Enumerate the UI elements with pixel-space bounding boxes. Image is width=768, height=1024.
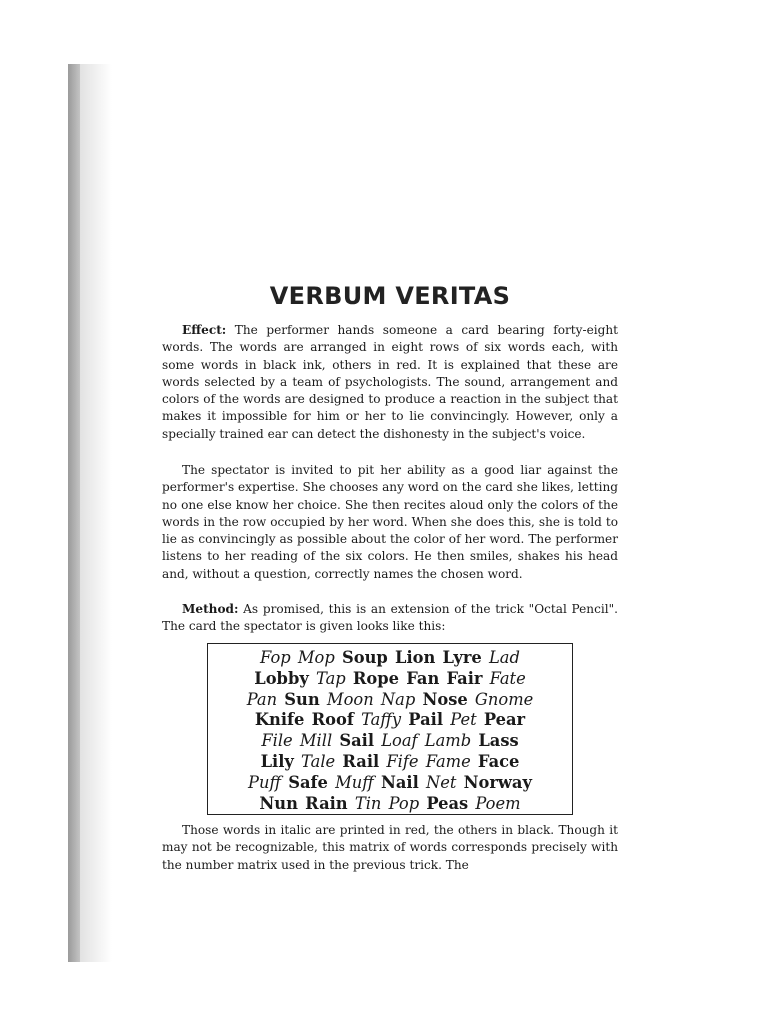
spectator-text: The spectator is invited to pit her ability as a good liar against the performer's expertise. She chooses any word on the card she likes, letting no one else know her choice. She then recites aloud only the colors of the words in the row occupied by her word. When she does this, she is told to lie as convincingly as possible about the color of her word. The performer listens to her reading of the six colors. He then smiles, shakes his head and, without a question, correctly names the chosen word. xyxy=(162,463,618,581)
card-word: Mop xyxy=(297,648,335,667)
spectator-paragraph xyxy=(162,462,618,583)
card-word: Norway xyxy=(463,772,532,792)
card-word: Soup xyxy=(341,648,388,667)
page-title: VERBUM VERITAS xyxy=(269,282,511,311)
book-spine-shadow xyxy=(68,64,80,962)
card-word: Tin xyxy=(354,793,382,813)
card-word: Pet xyxy=(450,710,477,730)
card-word: Gnome xyxy=(474,689,534,709)
card-row xyxy=(208,773,572,794)
card-word: Moon xyxy=(326,689,374,709)
card-row xyxy=(208,752,572,773)
card-word: Taffy xyxy=(361,710,402,730)
card-word: Rain xyxy=(305,793,348,813)
card-word: Sail xyxy=(339,731,375,751)
effect-text: The performer hands someone a card bearing forty-eight words. The words are arranged in eight rows of six words each, with some words in black ink, others in red. It is explained that these are words selected by a team of psychologists. The sound, arrangement and colors of the words are designed to produce a reaction in the subject that makes it impossible for him or her to lie convincingly. However, only a specially trained ear can detect the dishonesty in the subject's voice. xyxy=(162,323,618,441)
card-word: Poem xyxy=(475,793,521,813)
card-word: Fate xyxy=(489,668,526,688)
card-word: Nun xyxy=(259,793,298,813)
card-word: Mill xyxy=(299,731,333,751)
card-word: Fame xyxy=(425,751,471,771)
card-row xyxy=(208,669,572,690)
card-word: File xyxy=(261,731,293,751)
card-row xyxy=(208,690,572,711)
method-lead: Method: xyxy=(182,602,239,616)
card-word: Safe xyxy=(288,772,328,792)
card-word: Lamb xyxy=(424,731,472,751)
card-word: Tap xyxy=(315,668,346,688)
card-word: Knife xyxy=(254,710,305,730)
card-word: Lad xyxy=(488,648,520,667)
card-word: Tale xyxy=(301,751,336,771)
explanation-text: Those words in italic are printed in red, the others in black. Though it may not be recognizable, this matrix of words corresponds precisely with the number matrix used in the previous trick. The xyxy=(162,823,618,872)
card-word: Rail xyxy=(342,751,380,771)
card-word: Lobby xyxy=(254,668,309,688)
card-row xyxy=(208,731,572,752)
card-word: Lyre xyxy=(442,648,482,667)
card-word: Nail xyxy=(380,772,419,792)
explanation-paragraph xyxy=(162,822,618,874)
card-word: Loaf xyxy=(381,731,418,751)
card-word: Pan xyxy=(246,689,278,709)
card-word: Sun xyxy=(284,689,320,709)
card-word: Lily xyxy=(260,751,294,771)
card-word: Puff xyxy=(248,772,282,792)
card-word: Muff xyxy=(335,772,374,792)
gutter-shading xyxy=(80,64,112,962)
effect-lead: Effect: xyxy=(182,323,227,337)
card-word: Fop xyxy=(260,648,291,667)
card-word: Roof xyxy=(311,710,354,730)
card-word: Pear xyxy=(483,710,526,730)
card-word: Fan xyxy=(406,668,440,688)
card-word: Net xyxy=(425,772,457,792)
method-paragraph xyxy=(162,601,618,636)
card-word: Fife xyxy=(386,751,419,771)
card-word: Nose xyxy=(422,689,468,709)
card-word: Pop xyxy=(388,793,420,813)
card-word: Nap xyxy=(380,689,416,709)
card-word: Lion xyxy=(395,648,436,667)
card-word: Lass xyxy=(478,731,519,751)
card-word: Peas xyxy=(426,793,469,813)
card-word: Face xyxy=(477,751,520,771)
card-row xyxy=(208,794,572,815)
card-word: Rope xyxy=(352,668,400,688)
method-text: As promised, this is an extension of the trick "Octal Pencil". The card the spectator is given looks like this: xyxy=(162,602,618,634)
effect-paragraph xyxy=(162,322,618,443)
card-word: Pail xyxy=(408,710,444,730)
word-card xyxy=(207,643,573,815)
card-row xyxy=(208,710,572,731)
card-row xyxy=(208,648,572,669)
card-word: Fair xyxy=(446,668,483,688)
